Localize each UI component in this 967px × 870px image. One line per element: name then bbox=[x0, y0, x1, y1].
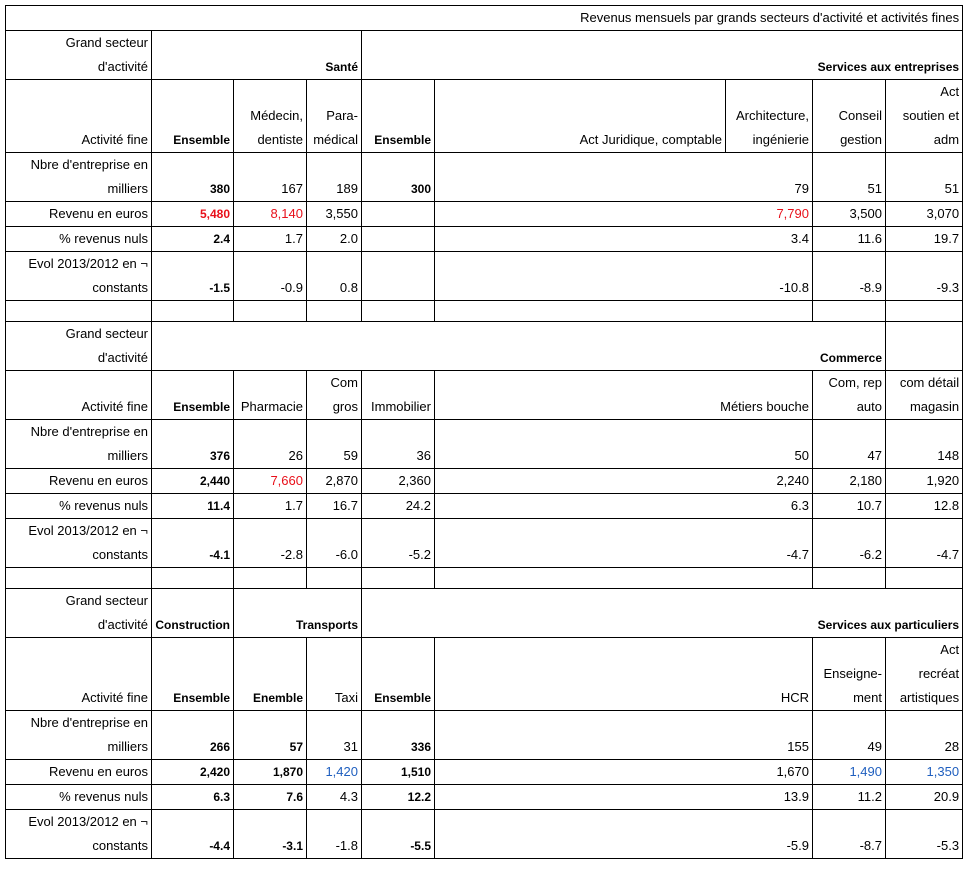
activity-cell: Taxi bbox=[307, 638, 362, 711]
value-cell: 2,870 bbox=[307, 469, 362, 494]
value-cell: 1.7 bbox=[234, 227, 307, 252]
value-cell: 2,420 bbox=[152, 760, 234, 785]
value-cell: 1,490 bbox=[813, 760, 886, 785]
grand-secteur-label: Grand secteur d'activité bbox=[6, 322, 152, 371]
spacer-cell bbox=[886, 322, 963, 371]
value-cell: 47 bbox=[813, 420, 886, 469]
value-cell: 3.4 bbox=[435, 227, 813, 252]
value-cell: 10.7 bbox=[813, 494, 886, 519]
value-cell: -6.2 bbox=[813, 519, 886, 568]
value-cell: 6.3 bbox=[152, 785, 234, 810]
sector-services-entreprises: Services aux entreprises bbox=[362, 31, 963, 80]
value-cell: 57 bbox=[234, 711, 307, 760]
spacer-cell bbox=[435, 301, 813, 322]
value-cell: -4.1 bbox=[152, 519, 234, 568]
value-cell bbox=[362, 202, 435, 227]
revenu-label: Revenu en euros bbox=[6, 202, 152, 227]
activity-cell: Com gros bbox=[307, 371, 362, 420]
value-cell: 2,360 bbox=[362, 469, 435, 494]
spacer-cell bbox=[6, 301, 152, 322]
spacer-cell bbox=[234, 568, 307, 589]
value-cell: 3,070 bbox=[886, 202, 963, 227]
value-cell: 2.4 bbox=[152, 227, 234, 252]
activity-cell: Pharmacie bbox=[234, 371, 307, 420]
value-cell: 300 bbox=[362, 153, 435, 202]
value-cell: 12.2 bbox=[362, 785, 435, 810]
activity-cell: Ensemble bbox=[152, 80, 234, 153]
value-cell: 12.8 bbox=[886, 494, 963, 519]
sector-sante: Santé bbox=[152, 31, 362, 80]
spacer-cell bbox=[362, 568, 435, 589]
value-cell: 376 bbox=[152, 420, 234, 469]
spacer-cell bbox=[362, 301, 435, 322]
value-cell: -1.5 bbox=[152, 252, 234, 301]
spacer-cell bbox=[435, 568, 813, 589]
value-cell: 1,350 bbox=[886, 760, 963, 785]
value-cell: 189 bbox=[307, 153, 362, 202]
activity-cell: Ensemble bbox=[152, 638, 234, 711]
value-cell: 26 bbox=[234, 420, 307, 469]
activite-fine-label: Activité fine bbox=[6, 638, 152, 711]
sector-commerce: Commerce bbox=[152, 322, 886, 371]
value-cell: -8.7 bbox=[813, 810, 886, 859]
value-cell: -5.5 bbox=[362, 810, 435, 859]
activity-cell: Immobilier bbox=[362, 371, 435, 420]
value-cell: 59 bbox=[307, 420, 362, 469]
nbre-label: Nbre d'entreprise en milliers bbox=[6, 153, 152, 202]
value-cell: 2,440 bbox=[152, 469, 234, 494]
activity-cell: Ensemble bbox=[152, 371, 234, 420]
value-cell: 36 bbox=[362, 420, 435, 469]
value-cell: 336 bbox=[362, 711, 435, 760]
sector-construction: Construction bbox=[152, 589, 234, 638]
spacer-cell bbox=[152, 301, 234, 322]
value-cell: 11.4 bbox=[152, 494, 234, 519]
value-cell: 3,550 bbox=[307, 202, 362, 227]
value-cell: 31 bbox=[307, 711, 362, 760]
activity-cell: Para- médical bbox=[307, 80, 362, 153]
value-cell: 7,660 bbox=[234, 469, 307, 494]
value-cell: 8,140 bbox=[234, 202, 307, 227]
value-cell: 155 bbox=[435, 711, 813, 760]
value-cell: 50 bbox=[435, 420, 813, 469]
value-cell: 11.6 bbox=[813, 227, 886, 252]
value-cell: 0.8 bbox=[307, 252, 362, 301]
value-cell: 148 bbox=[886, 420, 963, 469]
value-cell: -5.3 bbox=[886, 810, 963, 859]
value-cell: 16.7 bbox=[307, 494, 362, 519]
evol-label: Evol 2013/2012 en ¬ constants bbox=[6, 519, 152, 568]
value-cell: -4.4 bbox=[152, 810, 234, 859]
spacer-cell bbox=[813, 568, 886, 589]
value-cell: -5.2 bbox=[362, 519, 435, 568]
value-cell: 6.3 bbox=[435, 494, 813, 519]
activity-cell: Act Juridique, comptable bbox=[435, 80, 726, 153]
activity-cell: Act recréat artistiques bbox=[886, 638, 963, 711]
value-cell: 49 bbox=[813, 711, 886, 760]
nbre-label: Nbre d'entreprise en milliers bbox=[6, 711, 152, 760]
value-cell bbox=[362, 252, 435, 301]
activity-cell: Architecture, ingénierie bbox=[726, 80, 813, 153]
value-cell: 7.6 bbox=[234, 785, 307, 810]
spacer-cell bbox=[886, 568, 963, 589]
value-cell: 2,240 bbox=[435, 469, 813, 494]
sector-services-particuliers: Services aux particuliers bbox=[362, 589, 963, 638]
value-cell: -4.7 bbox=[435, 519, 813, 568]
value-cell: 1,670 bbox=[435, 760, 813, 785]
activity-cell: Com, rep auto bbox=[813, 371, 886, 420]
value-cell: 24.2 bbox=[362, 494, 435, 519]
activity-cell: Métiers bouche bbox=[435, 371, 813, 420]
value-cell: -6.0 bbox=[307, 519, 362, 568]
value-cell: -4.7 bbox=[886, 519, 963, 568]
sector-transports: Transports bbox=[234, 589, 362, 638]
activity-cell: Médecin, dentiste bbox=[234, 80, 307, 153]
value-cell: 2.0 bbox=[307, 227, 362, 252]
value-cell: 266 bbox=[152, 711, 234, 760]
value-cell: -8.9 bbox=[813, 252, 886, 301]
table-title: Revenus mensuels par grands secteurs d'activité et activités fines bbox=[6, 6, 963, 31]
value-cell: -1.8 bbox=[307, 810, 362, 859]
value-cell: 1,920 bbox=[886, 469, 963, 494]
value-cell: 19.7 bbox=[886, 227, 963, 252]
activity-cell: HCR bbox=[435, 638, 813, 711]
value-cell: 79 bbox=[435, 153, 813, 202]
value-cell: 5,480 bbox=[152, 202, 234, 227]
value-cell: 11.2 bbox=[813, 785, 886, 810]
value-cell: -5.9 bbox=[435, 810, 813, 859]
spacer-cell bbox=[886, 301, 963, 322]
value-cell: -0.9 bbox=[234, 252, 307, 301]
revenue-table bbox=[5, 5, 963, 859]
activity-cell: Conseil gestion bbox=[813, 80, 886, 153]
revenu-label: Revenu en euros bbox=[6, 469, 152, 494]
revenu-label: Revenu en euros bbox=[6, 760, 152, 785]
spacer-cell bbox=[6, 568, 152, 589]
value-cell: -3.1 bbox=[234, 810, 307, 859]
value-cell: 1,870 bbox=[234, 760, 307, 785]
value-cell bbox=[362, 227, 435, 252]
value-cell: 28 bbox=[886, 711, 963, 760]
value-cell: -9.3 bbox=[886, 252, 963, 301]
activite-fine-label: Activité fine bbox=[6, 371, 152, 420]
activity-cell: Act soutien et adm bbox=[886, 80, 963, 153]
value-cell: 20.9 bbox=[886, 785, 963, 810]
activity-cell: Ensemble bbox=[362, 80, 435, 153]
value-cell: 380 bbox=[152, 153, 234, 202]
spacer-cell bbox=[152, 568, 234, 589]
evol-label: Evol 2013/2012 en ¬ constants bbox=[6, 810, 152, 859]
pct-label: % revenus nuls bbox=[6, 785, 152, 810]
value-cell: 1.7 bbox=[234, 494, 307, 519]
value-cell: 3,500 bbox=[813, 202, 886, 227]
nbre-label: Nbre d'entreprise en milliers bbox=[6, 420, 152, 469]
pct-label: % revenus nuls bbox=[6, 494, 152, 519]
value-cell: 13.9 bbox=[435, 785, 813, 810]
value-cell: 7,790 bbox=[435, 202, 813, 227]
spacer-cell bbox=[307, 568, 362, 589]
grand-secteur-label: Grand secteur d'activité bbox=[6, 589, 152, 638]
activity-cell: Ensemble bbox=[362, 638, 435, 711]
value-cell: 1,510 bbox=[362, 760, 435, 785]
activity-cell: Enseigne- ment bbox=[813, 638, 886, 711]
grand-secteur-label: Grand secteur d'activité bbox=[6, 31, 152, 80]
spacer-cell bbox=[307, 301, 362, 322]
activite-fine-label: Activité fine bbox=[6, 80, 152, 153]
pct-label: % revenus nuls bbox=[6, 227, 152, 252]
activity-cell: com détail magasin bbox=[886, 371, 963, 420]
value-cell: -10.8 bbox=[435, 252, 813, 301]
value-cell: 51 bbox=[813, 153, 886, 202]
activity-cell: Enemble bbox=[234, 638, 307, 711]
value-cell: 51 bbox=[886, 153, 963, 202]
spacer-cell bbox=[234, 301, 307, 322]
value-cell: 2,180 bbox=[813, 469, 886, 494]
value-cell: 167 bbox=[234, 153, 307, 202]
spacer-cell bbox=[813, 301, 886, 322]
evol-label: Evol 2013/2012 en ¬ constants bbox=[6, 252, 152, 301]
value-cell: -2.8 bbox=[234, 519, 307, 568]
value-cell: 1,420 bbox=[307, 760, 362, 785]
value-cell: 4.3 bbox=[307, 785, 362, 810]
